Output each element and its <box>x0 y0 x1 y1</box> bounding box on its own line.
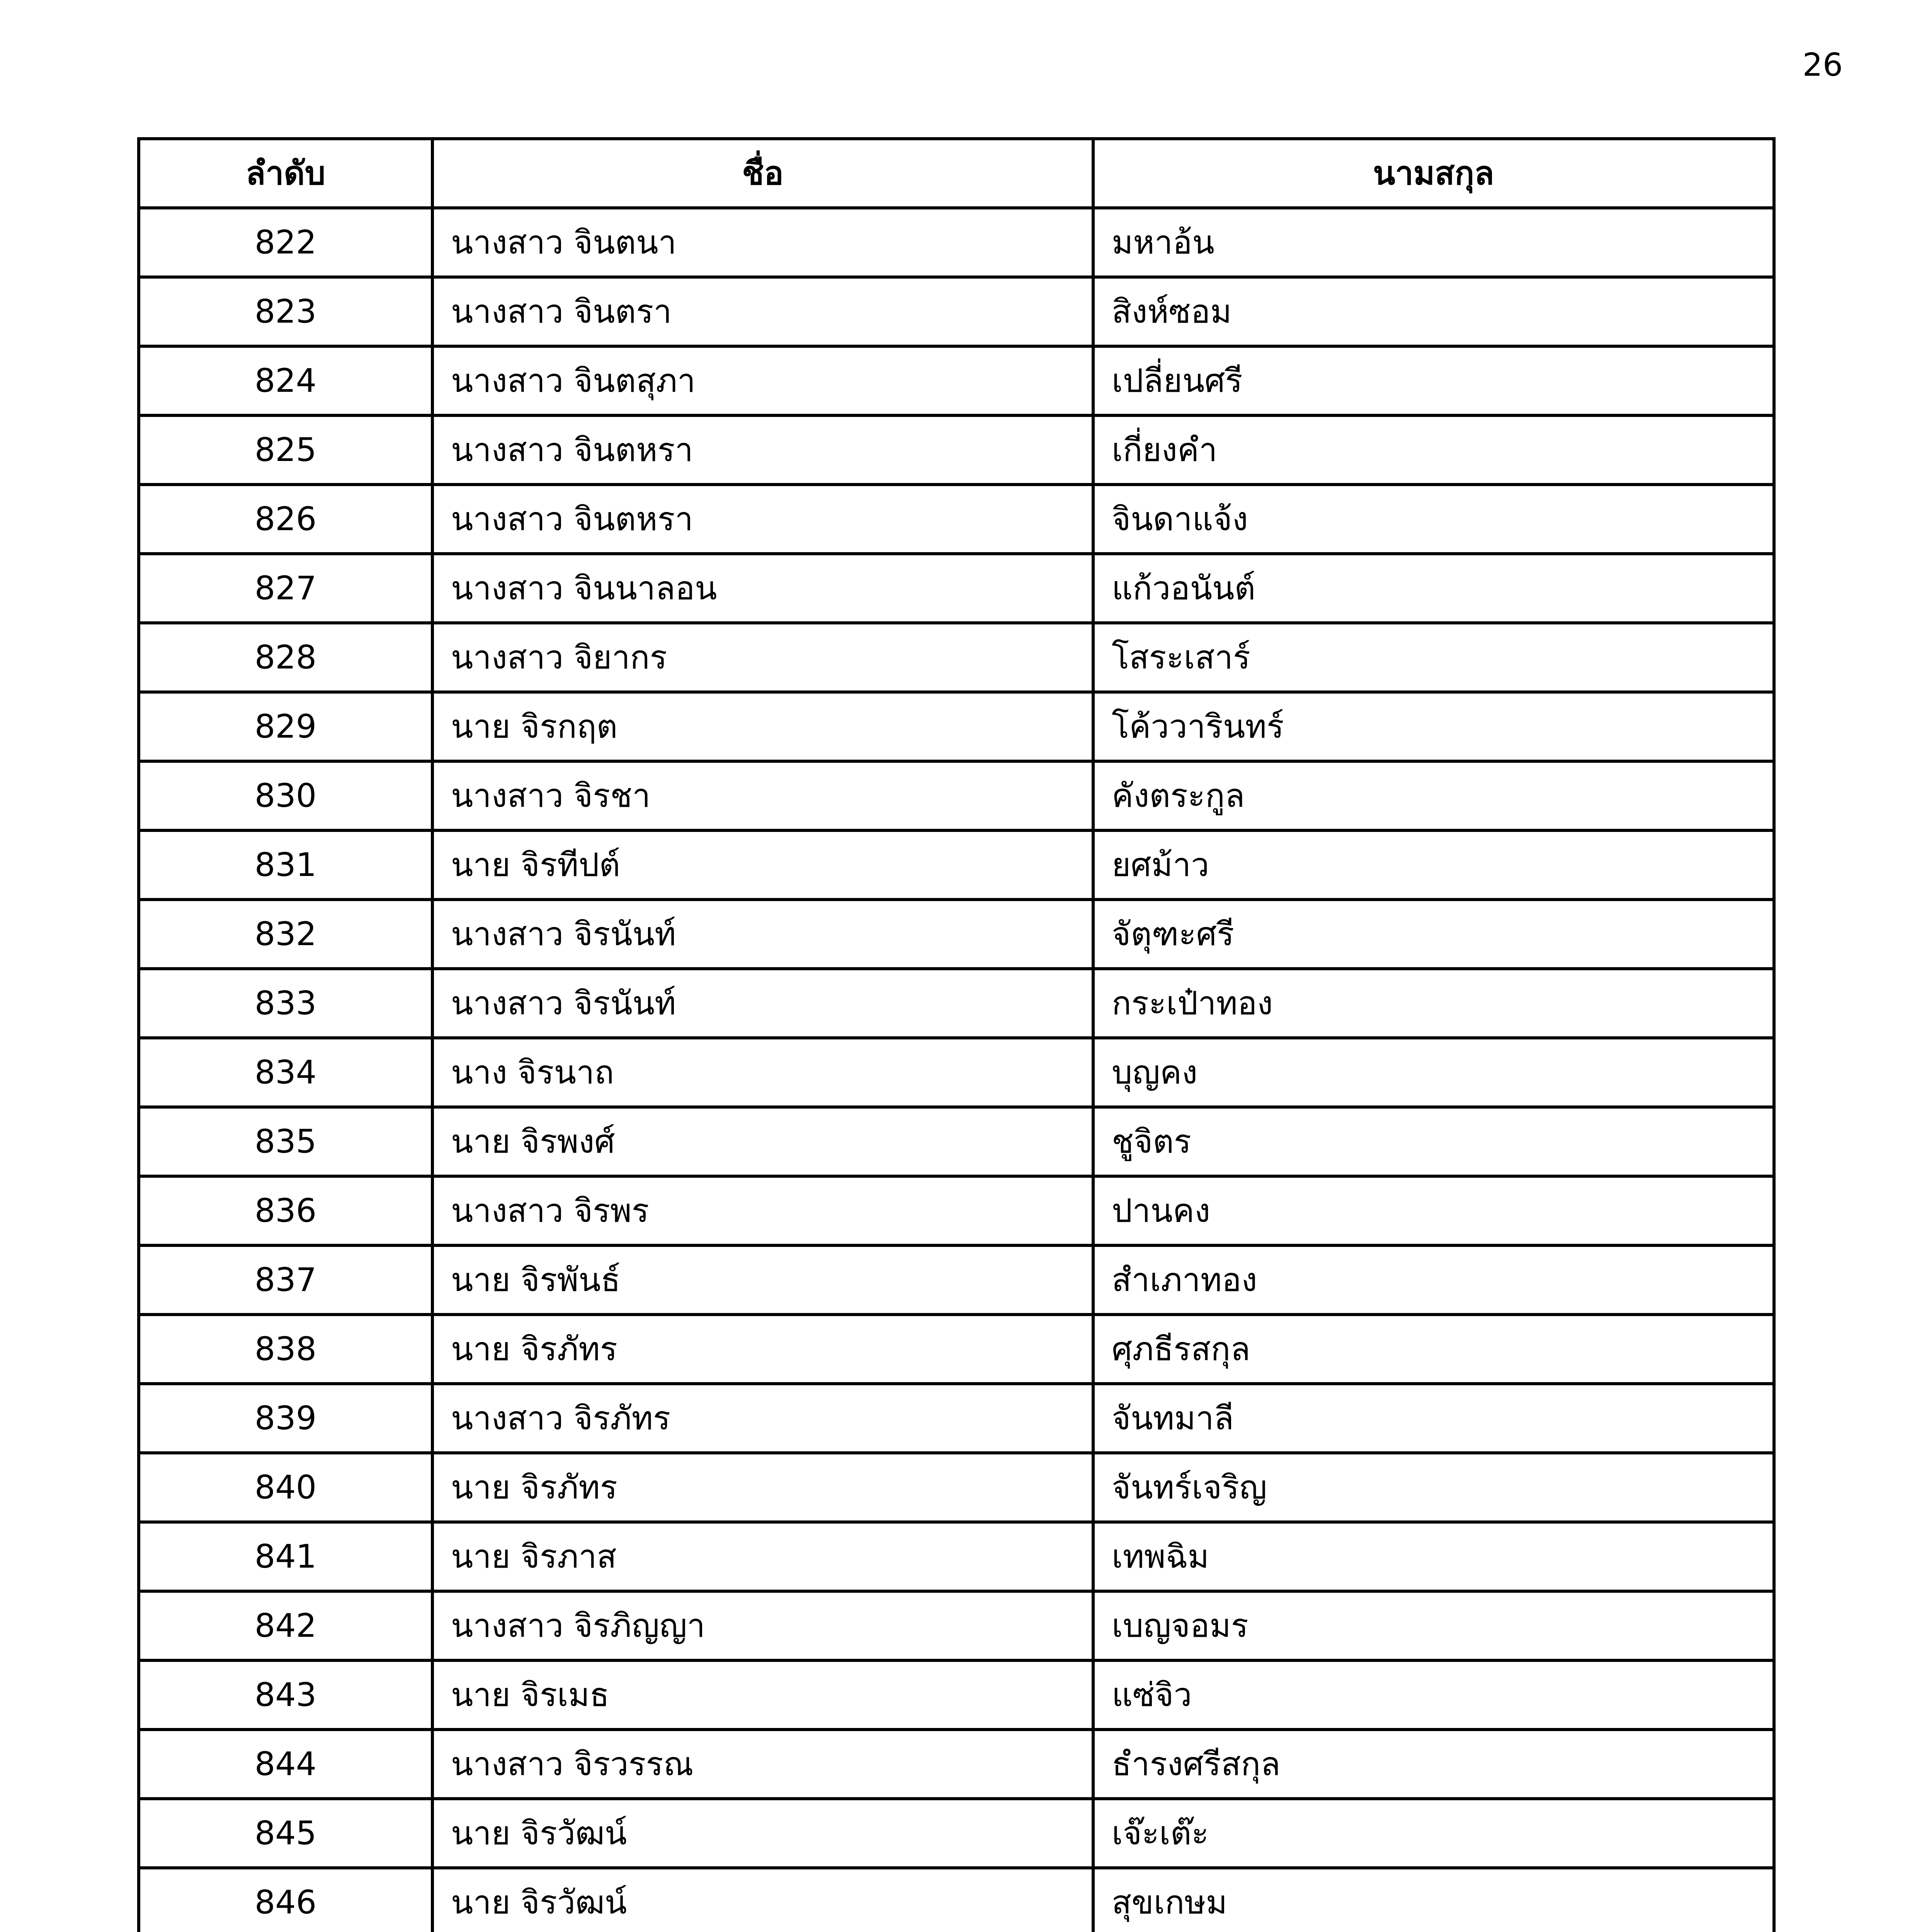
table-row <box>139 1038 1774 1107</box>
row-name-cell: นางสาว จินตรา <box>432 277 1093 346</box>
row-seq-cell: 837 <box>139 1245 432 1315</box>
row-surname-cell: เปลี่ยนศรี <box>1093 346 1774 415</box>
row-surname-cell: เจ๊ะเต๊ะ <box>1093 1799 1774 1868</box>
row-surname-cell: ศุภธีรสกุล <box>1093 1315 1774 1384</box>
row-name-cell: นางสาว จิรภัทร <box>432 1384 1093 1453</box>
row-name-cell: นาย จิรพันธ์ <box>432 1245 1093 1315</box>
row-name-cell: นางสาว จิรพร <box>432 1176 1093 1245</box>
row-seq-cell: 826 <box>139 485 432 554</box>
table-row <box>139 1868 1774 1932</box>
table-row <box>139 1107 1774 1176</box>
table-row <box>139 1176 1774 1245</box>
row-surname-cell: โสระเสาร์ <box>1093 623 1774 692</box>
row-surname-cell: ยศม้าว <box>1093 830 1774 900</box>
row-name-cell: นางสาว จินตนา <box>432 208 1093 277</box>
row-seq-cell: 823 <box>139 277 432 346</box>
row-name-cell: นางสาว จิรภิญญา <box>432 1591 1093 1660</box>
table-row <box>139 969 1774 1038</box>
row-surname-cell: จันทร์เจริญ <box>1093 1453 1774 1522</box>
row-seq-cell: 830 <box>139 761 432 830</box>
row-seq-cell: 838 <box>139 1315 432 1384</box>
row-surname-cell: เกี่ยงคำ <box>1093 415 1774 485</box>
row-surname-cell: ปานคง <box>1093 1176 1774 1245</box>
row-surname-cell: สำเภาทอง <box>1093 1245 1774 1315</box>
table-row <box>139 761 1774 830</box>
header-name: ชื่อ <box>432 139 1093 208</box>
table-row <box>139 1660 1774 1730</box>
row-seq-cell: 828 <box>139 623 432 692</box>
row-name-cell: นาย จิรภัทร <box>432 1315 1093 1384</box>
row-name-cell: นางสาว จิรนันท์ <box>432 900 1093 969</box>
row-surname-cell: จินดาแจ้ง <box>1093 485 1774 554</box>
row-surname-cell: เบญจอมร <box>1093 1591 1774 1660</box>
row-name-cell: นางสาว จินตสุภา <box>432 346 1093 415</box>
row-name-cell: นาย จิรวัฒน์ <box>432 1868 1093 1932</box>
row-seq-cell: 825 <box>139 415 432 485</box>
row-seq-cell: 831 <box>139 830 432 900</box>
table-row <box>139 1799 1774 1868</box>
row-name-cell: นาย จิรทีปต์ <box>432 830 1093 900</box>
table-row <box>139 208 1774 277</box>
row-name-cell: นาง จิรนาถ <box>432 1038 1093 1107</box>
table-row <box>139 623 1774 692</box>
row-seq-cell: 846 <box>139 1868 432 1932</box>
row-surname-cell: สิงห์ซอม <box>1093 277 1774 346</box>
row-surname-cell: ธำรงศรีสกุล <box>1093 1730 1774 1799</box>
row-surname-cell: เทพฉิม <box>1093 1522 1774 1591</box>
row-name-cell: นางสาว จินตหรา <box>432 485 1093 554</box>
table-row <box>139 692 1774 761</box>
row-seq-cell: 845 <box>139 1799 432 1868</box>
row-seq-cell: 840 <box>139 1453 432 1522</box>
row-name-cell: นางสาว จิรชา <box>432 761 1093 830</box>
row-surname-cell: จัตุฑะศรี <box>1093 900 1774 969</box>
name-list-table <box>137 137 1776 1932</box>
row-name-cell: นางสาว จินตหรา <box>432 415 1093 485</box>
row-surname-cell: ชูจิตร <box>1093 1107 1774 1176</box>
table-row <box>139 554 1774 623</box>
row-seq-cell: 832 <box>139 900 432 969</box>
row-surname-cell: คังตระกูล <box>1093 761 1774 830</box>
table-row <box>139 415 1774 485</box>
row-name-cell: นางสาว จิรวรรณ <box>432 1730 1093 1799</box>
header-surname: นามสกุล <box>1093 139 1774 208</box>
table-row <box>139 1730 1774 1799</box>
row-surname-cell: แซ่จิว <box>1093 1660 1774 1730</box>
table-header-row <box>139 139 1774 208</box>
row-seq-cell: 841 <box>139 1522 432 1591</box>
row-seq-cell: 843 <box>139 1660 432 1730</box>
table-row <box>139 1522 1774 1591</box>
row-name-cell: นาย จิรภัทร <box>432 1453 1093 1522</box>
row-seq-cell: 842 <box>139 1591 432 1660</box>
row-seq-cell: 844 <box>139 1730 432 1799</box>
row-name-cell: นาย จิรกฤต <box>432 692 1093 761</box>
row-surname-cell: สุขเกษม <box>1093 1868 1774 1932</box>
table-row <box>139 1315 1774 1384</box>
row-name-cell: นางสาว จิยากร <box>432 623 1093 692</box>
row-surname-cell: มหาอ้น <box>1093 208 1774 277</box>
table-row <box>139 346 1774 415</box>
row-name-cell: นางสาว จินนาลอน <box>432 554 1093 623</box>
row-surname-cell: โค้ววารินทร์ <box>1093 692 1774 761</box>
row-name-cell: นาย จิรวัฒน์ <box>432 1799 1093 1868</box>
table-row <box>139 1384 1774 1453</box>
row-surname-cell: กระเป๋าทอง <box>1093 969 1774 1038</box>
table-row <box>139 900 1774 969</box>
table-row <box>139 830 1774 900</box>
row-name-cell: นางสาว จิรนันท์ <box>432 969 1093 1038</box>
row-name-cell: นาย จิรเมธ <box>432 1660 1093 1730</box>
table-row <box>139 1591 1774 1660</box>
row-name-cell: นาย จิรพงศ์ <box>432 1107 1093 1176</box>
row-seq-cell: 829 <box>139 692 432 761</box>
table-row <box>139 485 1774 554</box>
row-surname-cell: แก้วอนันต์ <box>1093 554 1774 623</box>
row-surname-cell: จันทมาลี <box>1093 1384 1774 1453</box>
row-surname-cell: บุญคง <box>1093 1038 1774 1107</box>
row-seq-cell: 836 <box>139 1176 432 1245</box>
table-row <box>139 1245 1774 1315</box>
table-row <box>139 1453 1774 1522</box>
row-seq-cell: 835 <box>139 1107 432 1176</box>
row-seq-cell: 833 <box>139 969 432 1038</box>
header-seq: ลำดับ <box>139 139 432 208</box>
row-seq-cell: 824 <box>139 346 432 415</box>
row-name-cell: นาย จิรภาส <box>432 1522 1093 1591</box>
row-seq-cell: 834 <box>139 1038 432 1107</box>
row-seq-cell: 822 <box>139 208 432 277</box>
row-seq-cell: 827 <box>139 554 432 623</box>
page-number: 26 <box>1802 47 1843 83</box>
table-row <box>139 277 1774 346</box>
row-seq-cell: 839 <box>139 1384 432 1453</box>
